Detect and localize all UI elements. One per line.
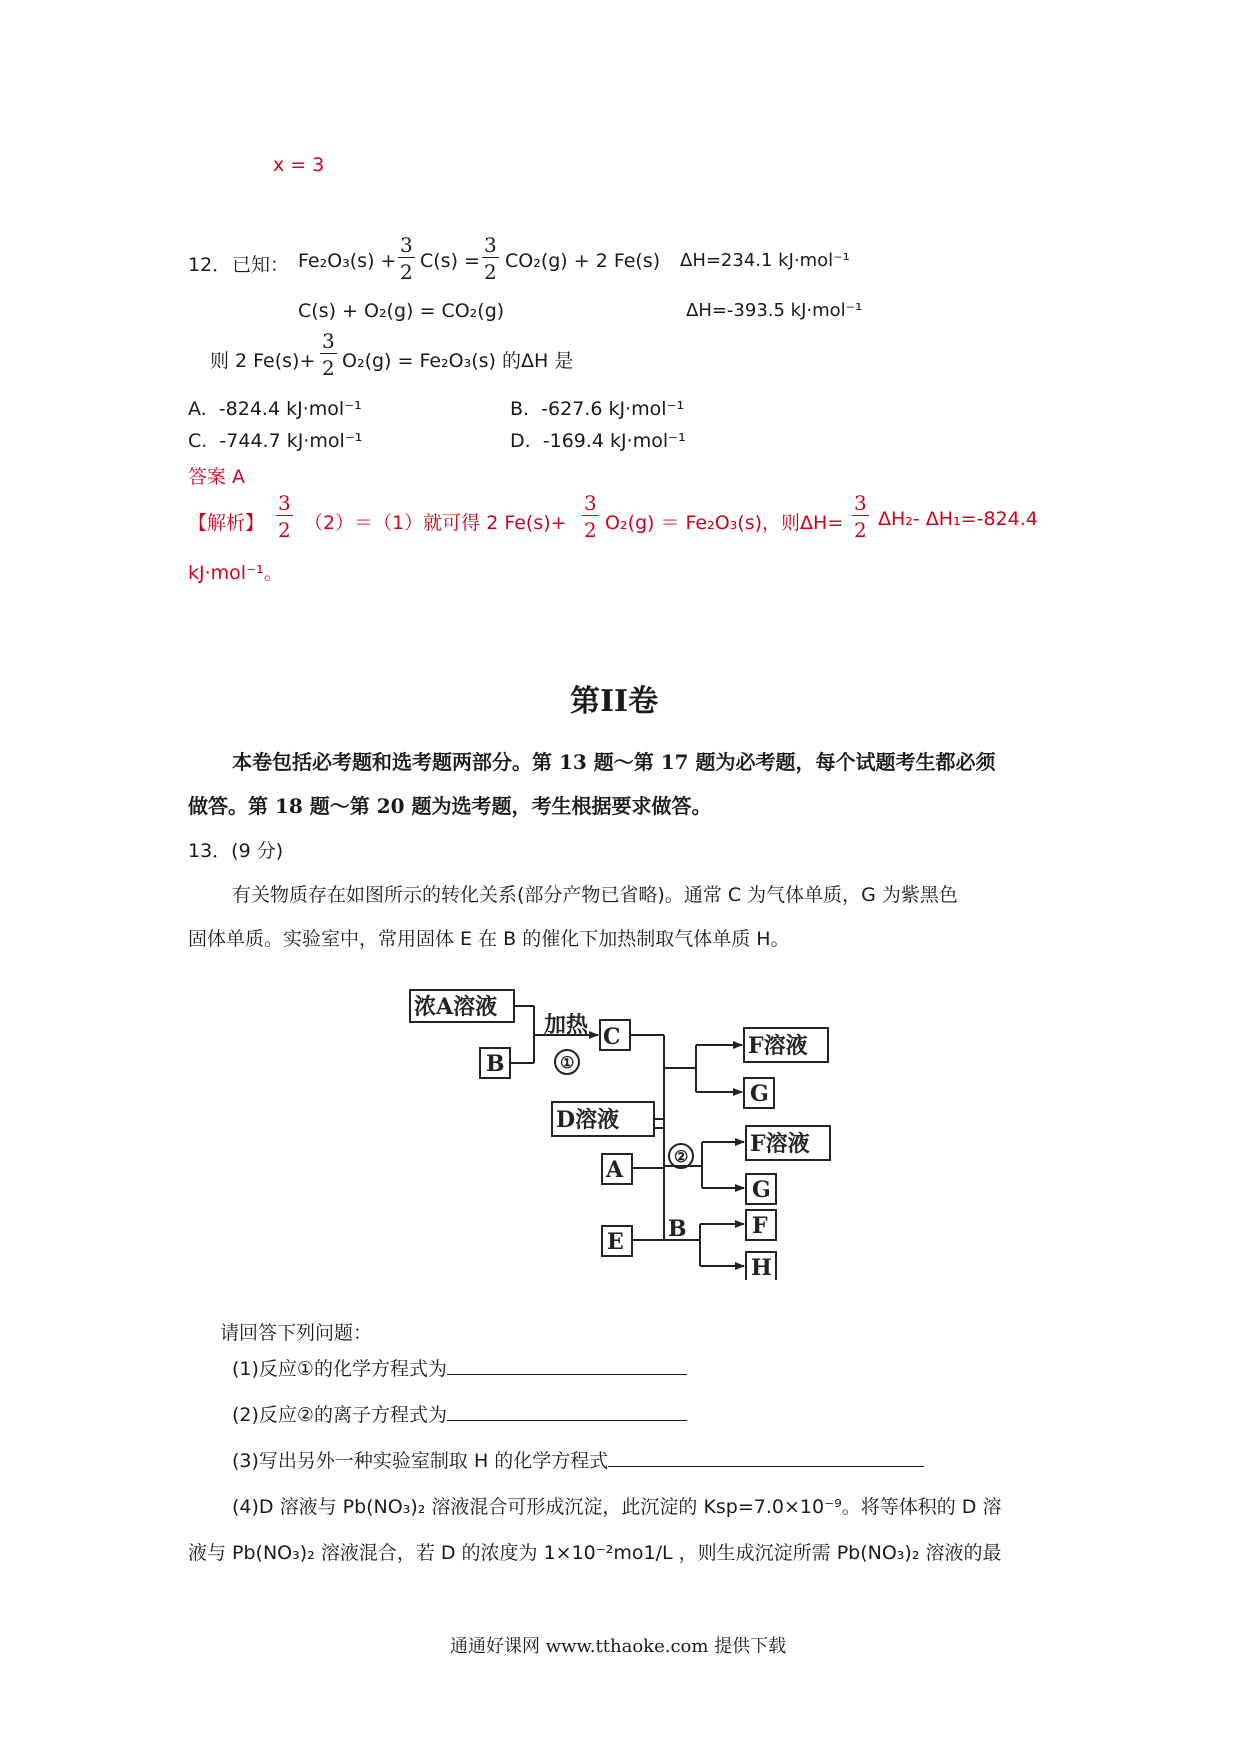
label-e: E: [607, 1229, 624, 1255]
answer-blank-1[interactable]: [447, 1374, 687, 1375]
eq1-right: CO₂(g) + 2 Fe(s): [505, 250, 661, 272]
prompt: 请回答下列问题：: [220, 1322, 373, 1344]
option-c: C. -744.7 kJ·mol⁻¹: [188, 430, 363, 452]
eq1-mid: C(s) =: [420, 250, 480, 272]
known-label: 已知：: [232, 254, 290, 276]
analysis-line2: kJ·mol⁻¹。: [188, 562, 283, 584]
label-conc-a-solution: 浓A溶液: [414, 994, 498, 1020]
analysis-part3: ΔH₂- ΔH₁=-824.4: [878, 508, 1038, 530]
analysis-tag: 【解析】: [188, 512, 265, 534]
label-g-1: G: [750, 1081, 769, 1107]
label-a: A: [606, 1157, 624, 1183]
option-b: B. -627.6 kJ·mol⁻¹: [510, 398, 685, 420]
analysis-part1: （2）＝（1）就可得 2 Fe(s)+: [304, 512, 567, 534]
fraction: $\frac{3}{2}$: [278, 491, 291, 542]
sub-question-1: (1)反应①的化学方程式为: [232, 1354, 687, 1381]
label-step2: ②: [674, 1147, 689, 1166]
eq2-enthalpy: ΔH=-393.5 kJ·mol⁻¹: [686, 300, 863, 321]
option-d: D. -169.4 kJ·mol⁻¹: [510, 430, 686, 452]
question-13-para-line1: 有关物质存在如图所示的转化关系(部分产物已省略)。通常 C 为气体单质，G 为紫黑色: [232, 884, 958, 906]
eq1-left: Fe₂O₃(s) +: [298, 250, 397, 272]
option-a: A. -824.4 kJ·mol⁻¹: [188, 398, 362, 420]
section-intro-line1: 本卷包括必考题和选考题两部分。第 13 题～第 17 题为必考题，每个试题考生都必须: [232, 750, 996, 774]
answer: 答案 A: [188, 466, 246, 488]
answer-blank-3[interactable]: [608, 1466, 924, 1467]
question-number: 12．: [188, 254, 232, 276]
label-c: C: [603, 1024, 621, 1050]
label-h: H: [751, 1255, 772, 1280]
label-f: F: [752, 1213, 768, 1239]
question-13-para-line2: 固体单质。实验室中，常用固体 E 在 B 的催化下加热制取气体单质 H。: [188, 928, 790, 950]
conversion-diagram: [400, 980, 840, 1280]
question-13-header: 13．(9 分): [188, 840, 284, 862]
sub-question-3: (3)写出另外一种实验室制取 H 的化学方程式: [232, 1446, 924, 1473]
label-f-solution-1: F溶液: [748, 1033, 808, 1059]
label-b: B: [486, 1051, 505, 1077]
previous-answer: x = 3: [273, 154, 325, 176]
fraction: $\frac{3}{2}$: [854, 491, 867, 542]
ask-post: O₂(g) = Fe₂O₃(s) 的ΔH 是: [342, 350, 574, 372]
page-footer: 通通好课网 www.tthaoke.com 提供下载: [450, 1636, 787, 1657]
label-d-solution: D溶液: [556, 1107, 620, 1133]
label-f-solution-2: F溶液: [750, 1131, 810, 1157]
section-intro-line2: 做答。第 18 题～第 20 题为选考题，考生根据要求做答。: [188, 794, 712, 818]
ask-pre: 则 2 Fe(s)+: [210, 350, 316, 372]
fraction: $\frac{3}{2}$: [322, 329, 335, 380]
sub-question-4-line2: 液与 Pb(NO₃)₂ 溶液混合，若 D 的浓度为 1×10⁻²mo1/L ，则生成沉淀所需 Pb(NO₃)₂ 溶液的最: [188, 1542, 1002, 1564]
answer-blank-2[interactable]: [447, 1420, 687, 1421]
label-g-2: G: [752, 1177, 771, 1203]
label-heat: 加热: [544, 1012, 589, 1038]
section-title: 第II卷: [570, 684, 659, 719]
eq1-enthalpy: ΔH=234.1 kJ·mol⁻¹: [680, 250, 850, 271]
fraction: $\frac{3}{2}$: [484, 233, 497, 284]
label-catalyst-b: B: [668, 1216, 687, 1242]
fraction: $\frac{3}{2}$: [400, 233, 413, 284]
fraction: $\frac{3}{2}$: [584, 491, 597, 542]
analysis-part2: O₂(g) ＝ Fe₂O₃(s)，则ΔH=: [605, 512, 844, 534]
sub-question-2: (2)反应②的离子方程式为: [232, 1400, 687, 1427]
sub-question-4-line1: (4)D 溶液与 Pb(NO₃)₂ 溶液混合可形成沉淀，此沉淀的 Ksp=7.0×10⁻⁹。将等体积的 D 溶: [232, 1496, 1002, 1518]
label-step1: ①: [560, 1053, 575, 1072]
eq2: C(s) + O₂(g) = CO₂(g): [298, 300, 505, 322]
